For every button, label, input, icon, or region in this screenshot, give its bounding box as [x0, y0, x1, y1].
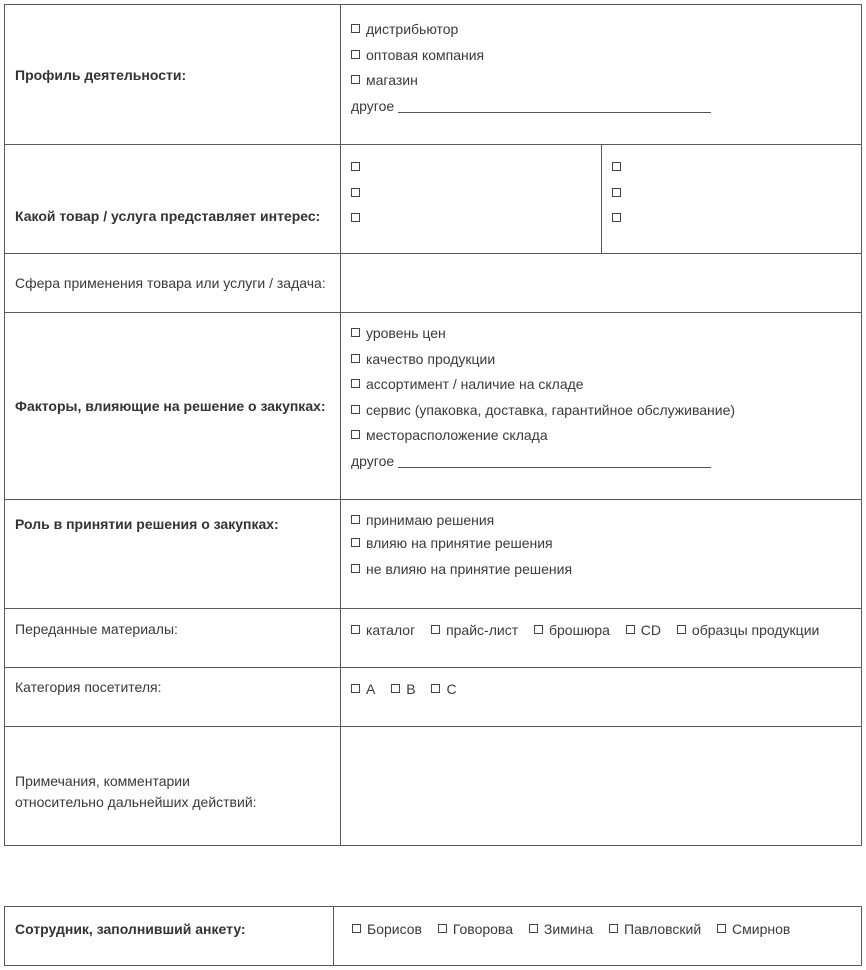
employee-label-cell	[5, 907, 334, 966]
employee-label: Сотрудник, заполнивший анкету:	[15, 921, 246, 937]
row-category	[5, 668, 862, 727]
employee-option[interactable]: Смирнов	[717, 921, 790, 937]
checkbox-icon[interactable]	[438, 924, 447, 933]
factors-options-cell	[341, 313, 862, 500]
product-col-1	[341, 145, 602, 254]
profile-label: Профиль деятельности:	[15, 66, 187, 83]
checkbox-icon[interactable]	[351, 379, 360, 388]
row-notes	[5, 727, 862, 846]
checkbox-icon[interactable]	[351, 354, 360, 363]
profile-other-line[interactable]	[398, 98, 711, 113]
profile-option[interactable]: магазин	[351, 68, 861, 94]
sphere-label: Сфера применения товара или услуги / задача:	[15, 275, 326, 291]
row-sphere	[5, 254, 862, 313]
category-option[interactable]: B	[391, 681, 415, 697]
survey-form	[4, 4, 862, 846]
row-factors	[5, 313, 862, 500]
role-option[interactable]: принимаю решения	[351, 509, 861, 532]
employee-option[interactable]: Павловский	[609, 921, 701, 937]
sphere-label-cell	[5, 254, 341, 313]
employee-table	[4, 906, 862, 966]
materials-option[interactable]: прайс-лист	[431, 622, 518, 638]
notes-label-cell	[5, 727, 341, 846]
materials-option[interactable]: каталог	[351, 622, 415, 638]
checkbox-icon[interactable]	[612, 213, 621, 222]
checkbox-icon[interactable]	[431, 684, 440, 693]
employee-option[interactable]: Говорова	[438, 921, 513, 937]
row-employee	[5, 907, 862, 966]
checkbox-icon[interactable]	[529, 924, 538, 933]
factors-option[interactable]: сервис (упаковка, доставка, гарантийное обслуживание)	[351, 398, 861, 424]
checkbox-icon[interactable]	[351, 188, 360, 197]
row-role	[5, 500, 862, 609]
checkbox-icon[interactable]	[351, 24, 360, 33]
checkbox-icon[interactable]	[612, 162, 621, 171]
category-label: Категория посетителя:	[15, 679, 162, 695]
checkbox-icon[interactable]	[609, 924, 618, 933]
checkbox-icon[interactable]	[352, 924, 361, 933]
role-options-cell	[341, 500, 862, 609]
factors-label-cell	[5, 313, 341, 500]
factors-other-line[interactable]	[398, 453, 711, 468]
category-option[interactable]: A	[351, 681, 375, 697]
sphere-input-cell[interactable]	[341, 254, 862, 313]
factors-option[interactable]: ассортимент / наличие на складе	[351, 372, 861, 398]
notes-input-cell[interactable]	[341, 727, 862, 846]
role-label: Роль в принятии решения о закупках:	[15, 516, 279, 532]
employee-option[interactable]: Зимина	[529, 921, 593, 937]
checkbox-icon[interactable]	[717, 924, 726, 933]
row-product	[5, 145, 862, 254]
employee-option[interactable]: Борисов	[352, 921, 422, 937]
factors-option[interactable]: качество продукции	[351, 347, 861, 373]
category-options-cell	[341, 668, 862, 727]
materials-option[interactable]: образцы продукции	[677, 622, 819, 638]
category-label-cell	[5, 668, 341, 727]
role-option[interactable]: не влияю на принятие решения	[351, 558, 861, 581]
factors-option[interactable]: месторасположение склада	[351, 423, 861, 449]
category-option[interactable]: C	[431, 681, 456, 697]
materials-label: Переданные материалы:	[15, 621, 178, 637]
checkbox-icon[interactable]	[626, 625, 635, 634]
checkbox-icon[interactable]	[351, 564, 360, 573]
checkbox-icon[interactable]	[351, 75, 360, 84]
profile-options-cell	[341, 5, 862, 145]
checkbox-icon[interactable]	[677, 625, 686, 634]
materials-option[interactable]: CD	[626, 622, 661, 638]
notes-label-line-2: относительно дальнейших действий:	[15, 794, 257, 810]
profile-other: другое	[351, 94, 861, 120]
checkbox-icon[interactable]	[351, 213, 360, 222]
role-label-cell	[5, 500, 341, 609]
notes-label-line-1: Примечания, комментарии	[15, 773, 190, 789]
checkbox-icon[interactable]	[351, 430, 360, 439]
materials-label-cell	[5, 609, 341, 668]
checkbox-icon[interactable]	[431, 625, 440, 634]
checkbox-icon[interactable]	[351, 162, 360, 171]
profile-option[interactable]: дистрибьютор	[351, 17, 861, 43]
employee-options-cell	[334, 907, 862, 966]
checkbox-icon[interactable]	[351, 538, 360, 547]
checkbox-icon[interactable]	[351, 684, 360, 693]
product-label-cell	[5, 145, 341, 254]
factors-option[interactable]: уровень цен	[351, 321, 861, 347]
checkbox-icon[interactable]	[534, 625, 543, 634]
role-option[interactable]: влияю на принятие решения	[351, 532, 861, 558]
checkbox-icon[interactable]	[351, 625, 360, 634]
factors-label: Факторы, влияющие на решение о закупках:	[15, 398, 326, 414]
checkbox-icon[interactable]	[351, 515, 360, 524]
checkbox-icon[interactable]	[391, 684, 400, 693]
materials-options-cell	[341, 609, 862, 668]
factors-other: другое	[351, 449, 861, 475]
product-label: Какой товар / услуга представляет интерес:	[15, 208, 321, 224]
checkbox-icon[interactable]	[351, 50, 360, 59]
profile-option[interactable]: оптовая компания	[351, 43, 861, 69]
checkbox-icon[interactable]	[351, 328, 360, 337]
profile-label-cell	[5, 5, 341, 145]
checkbox-icon[interactable]	[612, 188, 621, 197]
row-profile	[5, 5, 862, 145]
checkbox-icon[interactable]	[351, 405, 360, 414]
materials-option[interactable]: брошюра	[534, 622, 610, 638]
product-col-2	[601, 145, 862, 254]
row-materials	[5, 609, 862, 668]
